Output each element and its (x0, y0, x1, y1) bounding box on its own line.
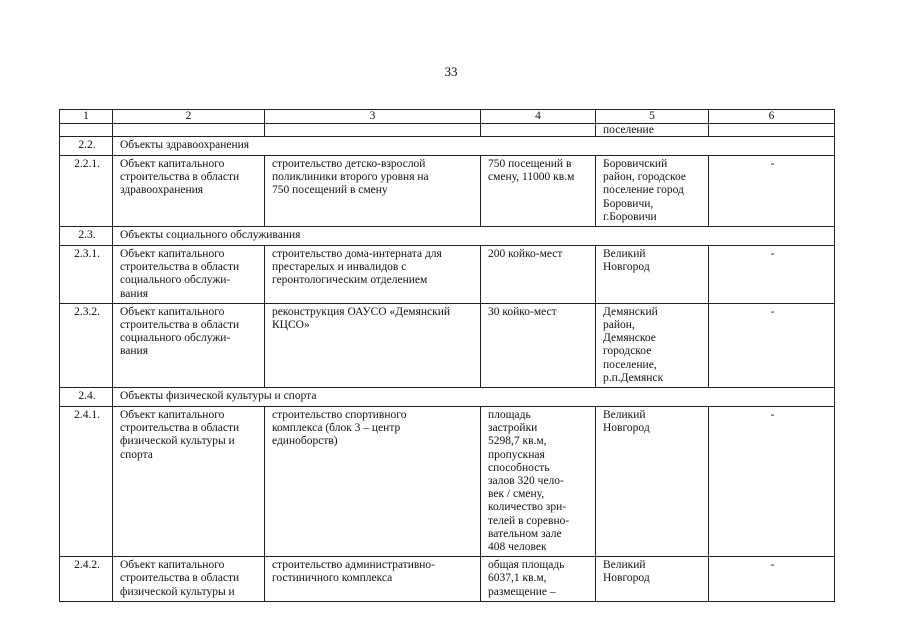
object-location: Великий Новгород (596, 407, 709, 557)
object-type: Объект капитального строительства в области физической культуры и (113, 557, 265, 602)
object-capacity: 200 койко-мест (481, 246, 596, 304)
section-title: Объекты здравоохранения (113, 137, 835, 156)
continuation-row (60, 124, 835, 137)
row-number: 2.4.1. (60, 407, 113, 557)
section-row (60, 388, 835, 407)
table-row (60, 407, 835, 557)
object-type: Объект капитального строительства в области здравоохранения (113, 156, 265, 227)
section-row (60, 137, 835, 156)
section-title: Объекты социального обслуживания (113, 227, 835, 246)
section-number: 2.2. (60, 137, 113, 156)
object-type: Объект капитального строительства в области социального обслужи- вания (113, 303, 265, 387)
section-number: 2.4. (60, 388, 113, 407)
object-description: реконструкция ОАУСО «Демянский КЦСО» (265, 303, 481, 387)
object-capacity: 30 койко-мест (481, 303, 596, 387)
object-location: Демянский район, Демянское городское поселение, р.п.Демянск (596, 303, 709, 387)
column-number-5: 5 (596, 110, 709, 124)
column-6-value: - (709, 557, 835, 602)
column-6-value: - (709, 407, 835, 557)
column-6-value: - (709, 156, 835, 227)
continuation-location: поселение (596, 124, 709, 137)
column-number-6: 6 (709, 110, 835, 124)
object-type: Объект капитального строительства в области социального обслужи- вания (113, 246, 265, 304)
object-location: Великий Новгород (596, 557, 709, 602)
object-description: строительство спортивного комплекса (блок 3 – центр единоборств) (265, 407, 481, 557)
column-number-3: 3 (265, 110, 481, 124)
object-capacity: общая площадь 6037,1 кв.м, размещение – (481, 557, 596, 602)
table-row (60, 156, 835, 227)
continuation-cell-4 (481, 124, 596, 137)
column-number-4: 4 (481, 110, 596, 124)
page-number: 33 (444, 64, 458, 79)
row-number: 2.2.1. (60, 156, 113, 227)
object-description: строительство административно- гостиничного комплекса (265, 557, 481, 602)
object-description: строительство детско-взрослой поликлиники второго уровня на 750 посещений в смену (265, 156, 481, 227)
column-6-value: - (709, 246, 835, 304)
row-number: 2.3.2. (60, 303, 113, 387)
table-row (60, 303, 835, 387)
section-number: 2.3. (60, 227, 113, 246)
continuation-cell-3 (265, 124, 481, 137)
object-location: Великий Новгород (596, 246, 709, 304)
section-title: Объекты физической культуры и спорта (113, 388, 835, 407)
table-header-row (60, 110, 835, 124)
object-capacity: площадь застройки 5298,7 кв.м, пропускная способность залов 320 чело- век / смену, количество зри- телей в соревно- вательном зале 408 человек (481, 407, 596, 557)
row-number: 2.3.1. (60, 246, 113, 304)
continuation-cell-1 (60, 124, 113, 137)
table-row (60, 557, 835, 602)
table-row (60, 246, 835, 304)
document-table (59, 109, 835, 602)
continuation-cell-2 (113, 124, 265, 137)
continuation-cell-6 (709, 124, 835, 137)
column-6-value: - (709, 303, 835, 387)
object-description: строительство дома-интерната для престарелых и инвалидов с геронтологическим отделением (265, 246, 481, 304)
object-capacity: 750 посещений в смену, 11000 кв.м (481, 156, 596, 227)
row-number: 2.4.2. (60, 557, 113, 602)
object-location: Боровичский район, городское поселение город Боровичи, г.Боровичи (596, 156, 709, 227)
column-number-2: 2 (113, 110, 265, 124)
column-number-1: 1 (60, 110, 113, 124)
section-row (60, 227, 835, 246)
object-type: Объект капитального строительства в области физической культуры и спорта (113, 407, 265, 557)
